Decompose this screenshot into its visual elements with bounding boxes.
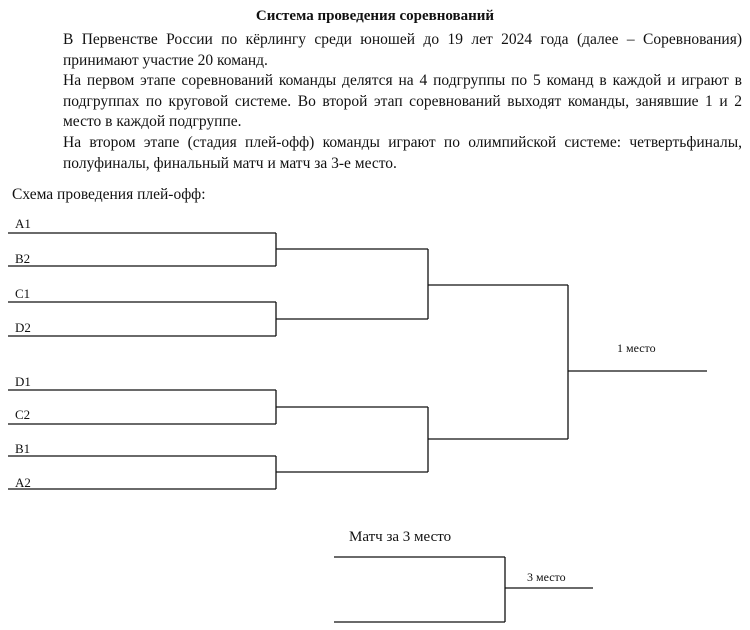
- third-place-label: 3 место: [527, 570, 566, 584]
- quarterfinal-2-lines: [8, 302, 276, 336]
- team-label-a1: A1: [15, 216, 31, 231]
- third-place-match-title: Матч за 3 место: [349, 529, 452, 545]
- team-label-b2: B2: [15, 251, 31, 266]
- team-label-b1: B1: [15, 441, 31, 456]
- paragraph-second-stage: На втором этапе (стадия плей-офф) команды играют по олимпийской системе: четвертьфиналы, полуфиналы, финальный матч и матч за 3-е место.: [63, 134, 742, 172]
- paragraph-first-stage: На первом этапе соревнований команды делятся на 4 подгруппы по 5 команд в каждой и играют в подгруппах по круговой системе. Во второй этап соревнований выходят команды, занявшие 1 и 2 место в каждой подгруппе.: [63, 72, 742, 130]
- semifinal-1-lines: [276, 249, 428, 319]
- paragraph-participants: В Первенстве России по кёрлингу среди юношей до 19 лет 2024 года (далее – Соревнования) принимают участие 20 команд.: [63, 31, 742, 69]
- quarterfinal-4-lines: [8, 456, 276, 489]
- playoff-scheme-label: Схема проведения плей-офф:: [12, 186, 206, 203]
- first-place-label: 1 место: [617, 341, 656, 355]
- team-label-a2: A2: [15, 475, 31, 490]
- semifinal-2-lines: [276, 407, 428, 472]
- team-label-d2: D2: [15, 320, 31, 335]
- third-place-match-lines: [334, 557, 593, 622]
- team-label-c2: C2: [15, 407, 31, 422]
- final-lines: [428, 285, 707, 439]
- quarterfinal-1-lines: [8, 233, 276, 266]
- team-label-c1: C1: [15, 286, 31, 301]
- document-title: Система проведения соревнований: [255, 8, 495, 24]
- team-label-d1: D1: [15, 374, 31, 389]
- quarterfinal-3-lines: [8, 390, 276, 424]
